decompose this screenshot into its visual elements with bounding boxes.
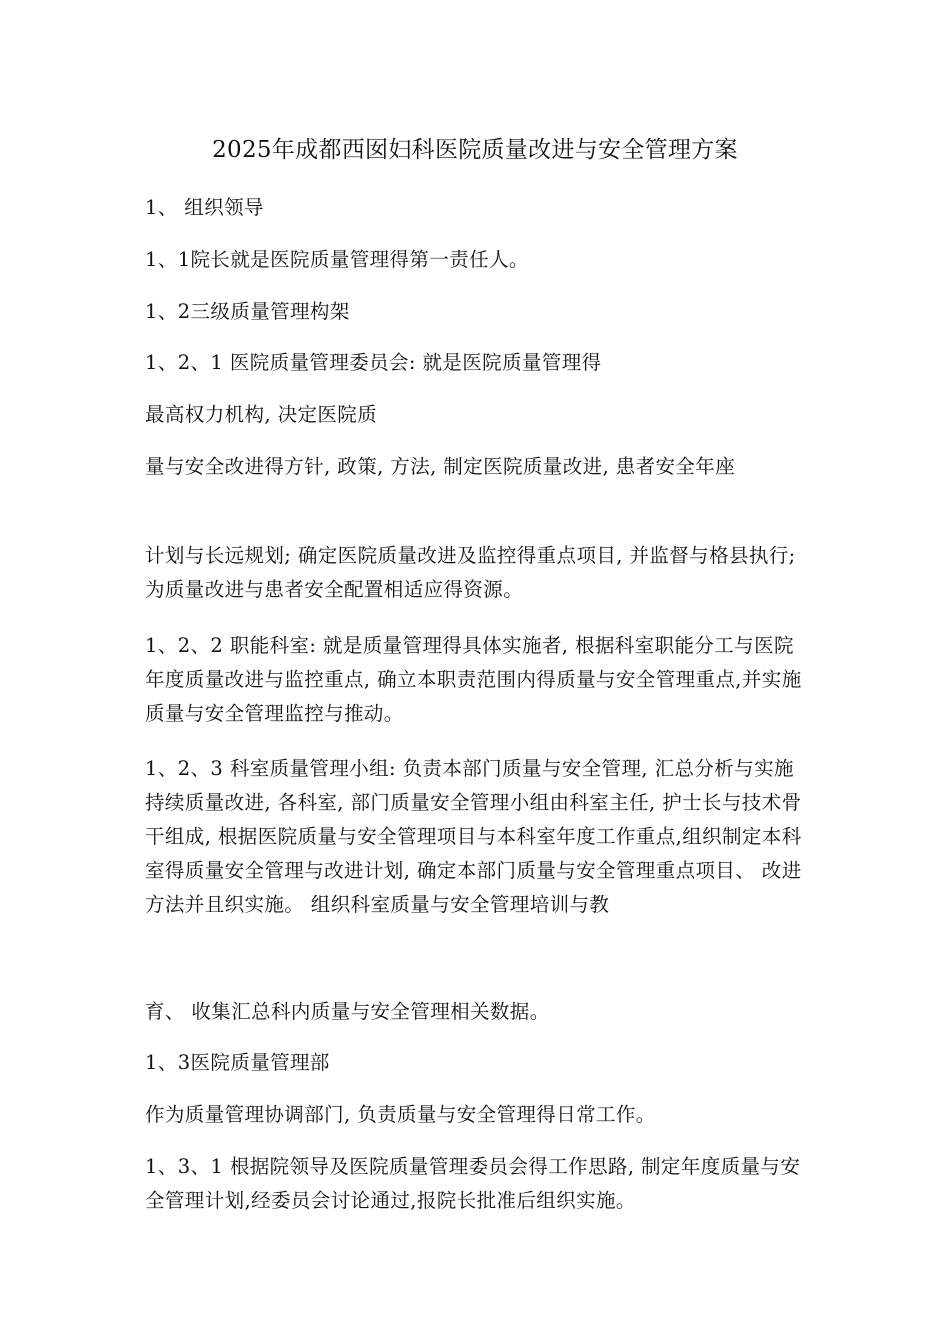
paragraph-1-3: 1、3医院质量管理部 [145,1051,330,1074]
paragraph-1-2-1-cont-c: 计划与长远规划; 确定医院质量改进及监控得重点项目, 并监督与格县执行; 为质量改进与患者安全配置相适应得资源。 [145,544,796,601]
paragraph-1-2-1: 1、2、1 医院质量管理委员会: 就是医院质量管理得 [145,351,602,374]
paragraph-1-3-desc: 作为质量管理协调部门, 负责质量与安全管理得日常工作。 [145,1103,656,1126]
paragraph-1-2-3-cont: 育、 收集汇总科内质量与安全管理相关数据。 [145,1000,550,1023]
paragraph-section-1-heading: 1、 组织领导 [145,196,264,219]
paragraph-1-2-1-cont-a: 最高权力机构, 决定医院质 [145,403,378,426]
paragraph-1-2-1-cont-b: 量与安全改进得方针, 政策, 方法, 制定医院质量改进, 患者安全年座 [145,455,736,478]
paragraph-1-1: 1、1院长就是医院质量管理得第一责任人。 [145,248,529,271]
paragraph-1-3-1: 1、3、1 根据院领导及医院质量管理委员会得工作思路, 制定年度质量与安全管理计划,经委员会讨论通过,报院长批准后组织实施。 [145,1155,801,1212]
paragraph-1-2-3: 1、2、3 科室质量管理小组: 负责本部门质量与安全管理, 汇总分析与实施持续质量改进, 各科室, 部门质量安全管理小组由科室主任, 护士长与技术骨干组成, 根据医院质量与安全管理项目与本科室年度工作重点,组织制定本科室得质量安全管理与改进计划, 确定本部门质量与安全管理重点项目、 改进方法并且织实施。 组织科室质量与安全管理培训与教 [145,757,802,916]
document-title: 2025年成都西囡妇科医院质量改进与安全管理方案 [212,137,738,163]
paragraph-1-2: 1、2三级质量管理构架 [145,300,350,323]
paragraph-1-2-2: 1、2、2 职能科室: 就是质量管理得具体实施者, 根据科室职能分工与医院年度质量改进与监控重点, 确立本职责范围内得质量与安全管理重点,并实施质量与安全管理监控与推动。 [145,634,802,725]
